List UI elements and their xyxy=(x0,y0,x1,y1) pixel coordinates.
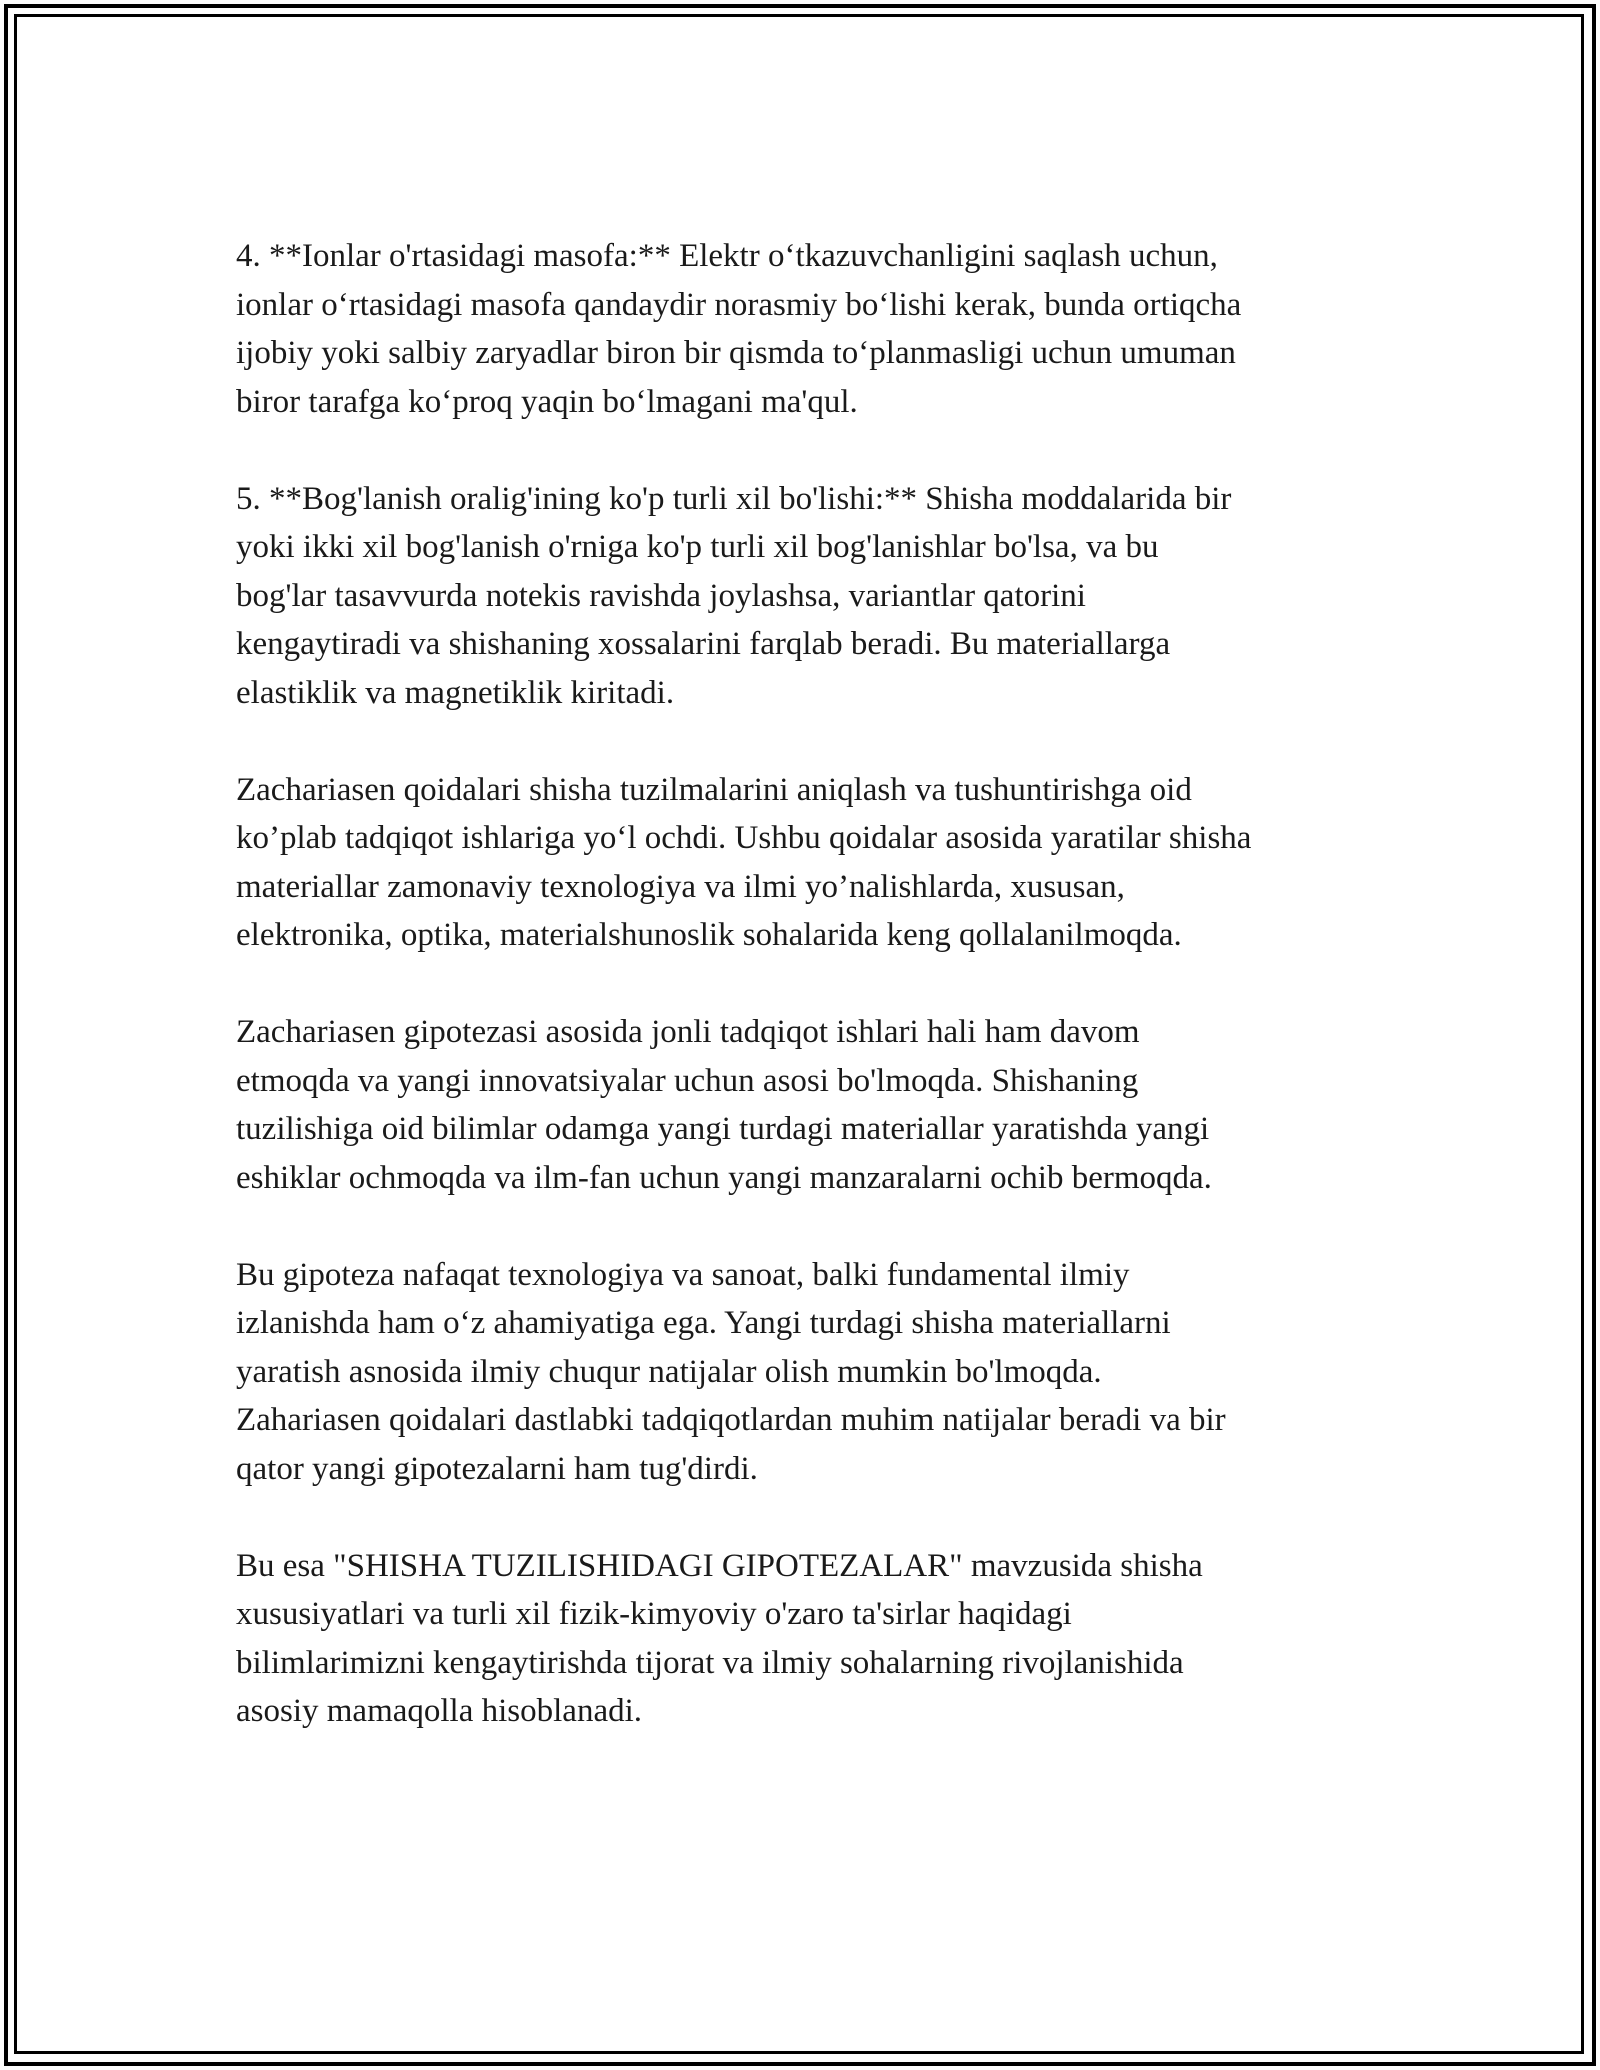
paragraph-conclusion: Bu esa "SHISHA TUZILISHIDAGI GIPOTEZALAR" mavzusida shisha xususiyatlari va turli xil fizik-kimyoviy o'zaro ta'sirlar haqidagi bilimlarimizni kengaytirishda tijorat va ilmiy sohalarning rivojlanishida asosiy mamaqolla hisoblanadi. xyxy=(236,1547,1203,1729)
paragraph-zachariasen-rules: Zachariasen qoidalari shisha tuzilmalarini aniqlash va tushuntirishga oid ko’plab tadqiqot ishlariga yo‘l ochdi. Ushbu qoidalar asosida yaratilar shisha materiallar zamonaviy texnologiya va ilmi yo’nalishlarda, xususan, elektronika, optika, materialshunoslik sohalarida keng qollalanilmoqda. xyxy=(236,771,1252,953)
paragraph-zachariasen-hypothesis: Zachariasen gipotezasi asosida jonli tadqiqot ishlari hali ham davom etmoqda va yangi innovatsiyalar uchun asosi bo'lmoqda. Shishaning tuzilishiga oid bilimlar odamga yangi turdagi materiallar yaratishda yangi eshiklar ochmoqda va ilm-fan uchun yangi manzaralarni ochib bermoqda. xyxy=(236,1014,1212,1196)
paragraph-bond-variety: 5. **Bog'lanish oralig'ining ko'p turli xil bo'lishi:** Shisha moddalarida bir yoki ikki xil bog'lanish o'rniga ko'p turli xil bog'lanishlar bo'lsa, va bu bog'lar tasavvurda notekis ravishda joylashsa, variantlar qatorini kengaytiradi va shishaning xossalarini farqlab beradi. Bu materiallarga elastiklik va magnetiklik kiritadi. xyxy=(236,480,1232,711)
document-body xyxy=(236,232,1396,1784)
paragraph-fundamental-research: Bu gipoteza nafaqat texnologiya va sanoat, balki fundamental ilmiy izlanishda ham o‘z ahamiyatiga ega. Yangi turdagi shisha materiallarni yaratish asnosida ilmiy chuqur natijalar olish mumkin bo'lmoqda. Zahariasen qoidalari dastlabki tadqiqotlardan muhim natijalar beradi va bir qator yangi gipotezalarni ham tug'dirdi. xyxy=(236,1256,1226,1487)
paragraph-ion-distance: 4. **Ionlar o'rtasidagi masofa:** Elektr o‘tkazuvchanligini saqlash uchun, ionlar o‘rtasidagi masofa qandaydir norasmiy bo‘lishi kerak, bunda ortiqcha ijobiy yoki salbiy zaryadlar biron bir qismda to‘planmasligi uchun umuman biror tarafga ko‘proq yaqin bo‘lmagani ma'qul. xyxy=(236,238,1242,420)
